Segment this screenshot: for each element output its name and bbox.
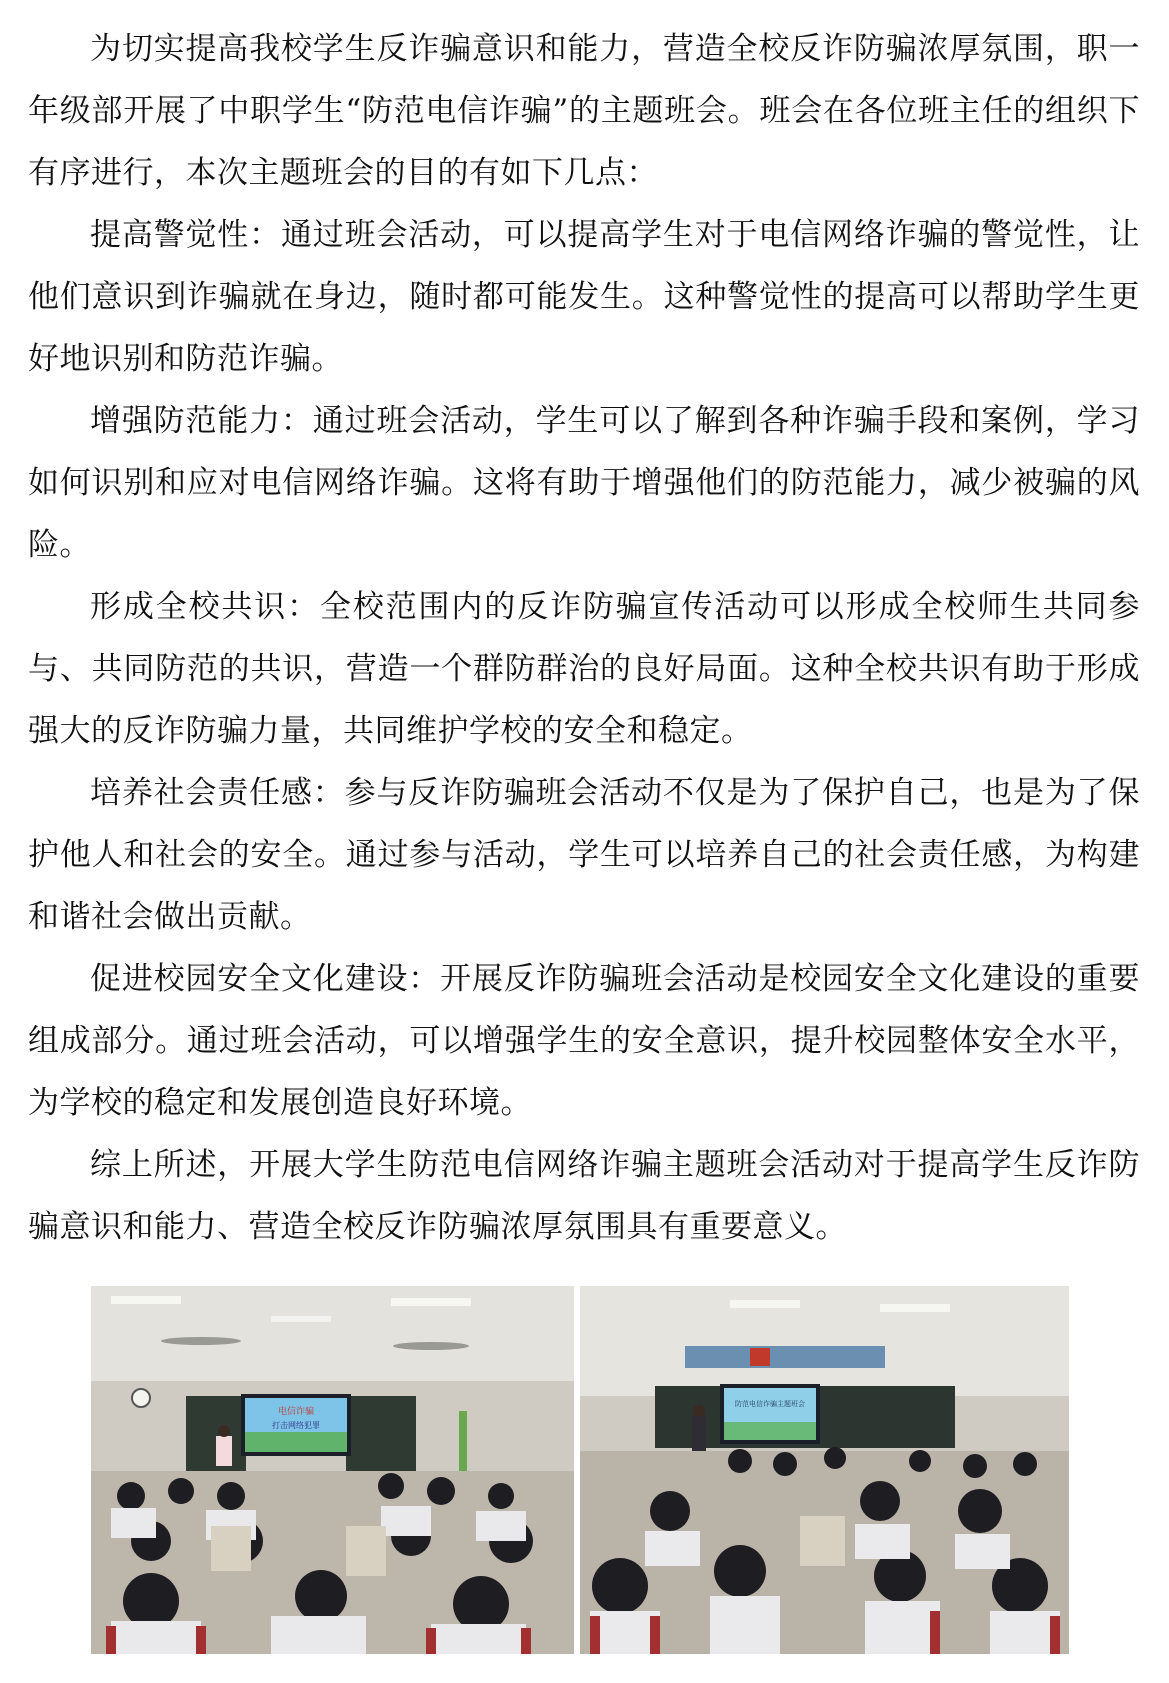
paragraph-alertness: 提高警觉性：通过班会活动，可以提高学生对于电信网络诈骗的警觉性，让他们意识到诈骗就在身边，随时都可能发生。这种警觉性的提高可以帮助学生更好地识别和防范诈骗。	[28, 217, 1140, 377]
paragraph-intro: 为切实提高我校学生反诈骗意识和能力，营造全校反诈防骗浓厚氛围，职一年级部开展了中职学生“防范电信诈骗”的主题班会。班会在各位班主任的组织下有序进行，本次主题班会的目的有如下几点：	[28, 31, 1140, 191]
screen-text-right: 防范电信诈骗主题班会	[735, 1400, 805, 1408]
paragraph-conclusion: 综上所述，开展大学生防范电信网络诈骗主题班会活动对于提高学生反诈防骗意识和能力、营造全校反诈防骗浓厚氛围具有重要意义。	[28, 1147, 1140, 1245]
paragraph-safety-culture: 促进校园安全文化建设：开展反诈防骗班会活动是校园安全文化建设的重要组成部分。通过班会活动，可以增强学生的安全意识，提升校园整体安全水平，为学校的稳定和发展创造良好环境。	[28, 961, 1140, 1121]
photo-row	[91, 1286, 1081, 1654]
classroom-photo-left	[91, 1286, 574, 1654]
document-body	[28, 18, 1140, 1258]
screen-text-left-1: 电信诈骗	[277, 1407, 315, 1417]
paragraph-prevention: 增强防范能力：通过班会活动，学生可以了解到各种诈骗手段和案例，学习如何识别和应对电信网络诈骗。这将有助于增强他们的防范能力，减少被骗的风险。	[28, 403, 1140, 563]
classroom-photo-right	[580, 1286, 1069, 1654]
paragraph-consensus: 形成全校共识：全校范围内的反诈防骗宣传活动可以形成全校师生共同参与、共同防范的共识，营造一个群防群治的良好局面。这种全校共识有助于形成强大的反诈防骗力量，共同维护学校的安全和稳定。	[28, 589, 1140, 749]
screen-text-left-2: 打击网络犯罪	[272, 1421, 320, 1430]
paragraph-responsibility: 培养社会责任感：参与反诈防骗班会活动不仅是为了保护自己，也是为了保护他人和社会的安全。通过参与活动，学生可以培养自己的社会责任感，为构建和谐社会做出贡献。	[28, 775, 1140, 935]
